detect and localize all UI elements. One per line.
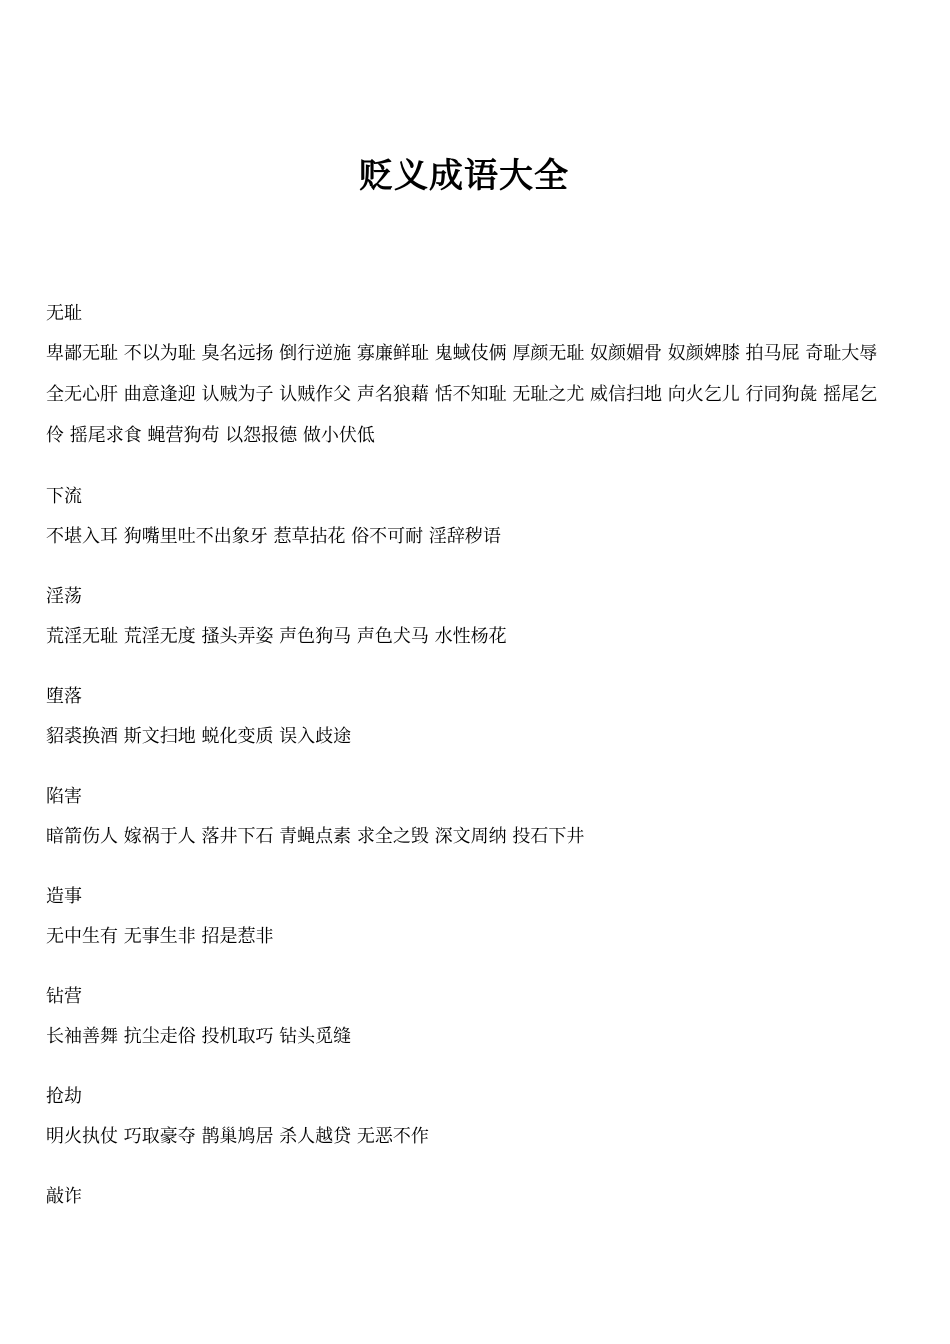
section-heading: 敲诈 — [46, 1186, 82, 1207]
section-body: 卑鄙无耻 不以为耻 臭名远扬 倒行逆施 寡廉鲜耻 鬼蜮伎俩 厚颜无耻 奴颜媚骨 奴颜婢膝 拍马屁 奇耻大辱 全无心肝 曲意逢迎 认贼为子 认贼作父 声名狼藉 恬不知耻 无耻之尤 威信扫地 向火乞儿 行同狗彘 摇尾乞伶 摇尾求食 蝇营狗苟 以怨报德 做小伏低 — [46, 343, 878, 446]
section-duoluo — [46, 684, 886, 757]
section-body: 暗箭伤人 嫁祸于人 落井下石 青蝇点素 求全之毁 深文周纳 投石下井 — [46, 826, 585, 847]
section-heading: 淫荡 — [46, 586, 82, 607]
section-heading: 抢劫 — [46, 1086, 82, 1107]
section-body: 无中生有 无事生非 招是惹非 — [46, 926, 274, 947]
section-heading: 无耻 — [46, 303, 82, 324]
section-body: 长袖善舞 抗尘走俗 投机取巧 钻头觅缝 — [46, 1026, 352, 1047]
section-xialiu — [46, 484, 886, 557]
section-zaoshi — [46, 884, 886, 957]
section-heading: 造事 — [46, 886, 82, 907]
section-body: 荒淫无耻 荒淫无度 搔头弄姿 声色狗马 声色犬马 水性杨花 — [46, 626, 507, 647]
section-body: 不堪入耳 狗嘴里吐不出象牙 惹草拈花 俗不可耐 淫辞秽语 — [46, 526, 501, 547]
section-wuchi — [46, 301, 886, 456]
section-qiangjie — [46, 1084, 886, 1157]
section-heading: 下流 — [46, 486, 82, 507]
section-body: 明火执仗 巧取豪夺 鹊巢鸠居 杀人越贷 无恶不作 — [46, 1126, 429, 1147]
section-qiaozha — [46, 1184, 886, 1216]
section-zuanying — [46, 984, 886, 1057]
section-xianhai — [46, 784, 886, 857]
section-heading: 堕落 — [46, 686, 82, 707]
section-yindang — [46, 584, 886, 657]
section-body: 貂裘换酒 斯文扫地 蜕化变质 误入歧途 — [46, 726, 352, 747]
section-heading: 陷害 — [46, 786, 82, 807]
page-title: 贬义成语大全 — [359, 156, 569, 196]
section-heading: 钻营 — [46, 986, 82, 1007]
